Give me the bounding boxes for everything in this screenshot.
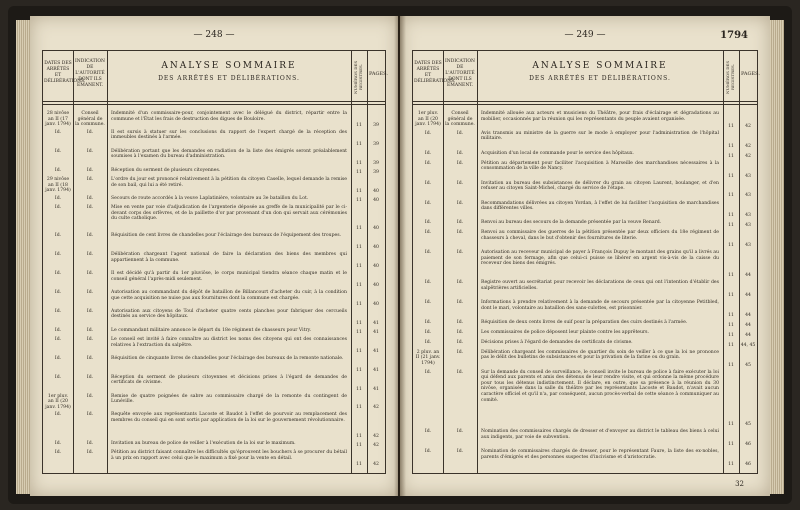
analysis-title: ANALYSE SOMMAIRE <box>161 61 297 71</box>
entry-analysis: Réquisition de cinquante livres de chandelles pour l'éclairage des bureaux de la remonte nationale. <box>111 355 344 361</box>
entry-date: Id. <box>424 299 432 305</box>
entry-register-number: 11 <box>728 342 734 348</box>
entry-authority: Id. <box>456 250 464 256</box>
entry-date: Id. <box>54 148 62 154</box>
entry-register-number: 11 <box>728 213 734 219</box>
entry-analysis: Avis transmis au ministre de la guerre sur le mode à employer pour l'administration de l'hôpital militaire. <box>481 130 719 142</box>
entry-analysis: Indemnité allouée aux acteurs et musiciens du Théâtre, pour frais d'éclairage et dégradations au mobilier, occasionnés par la réunion qui les représentants du peuple avaient organisée. <box>481 111 719 122</box>
entry-authority: Id. <box>86 176 94 182</box>
entry-page: 43 <box>745 193 751 199</box>
page-edges-right <box>770 20 784 494</box>
register-entry <box>413 300 757 320</box>
entry-analysis: Nomination des commissaires chargés de dresser et d'envoyer au district le tableau des biens à celui aux indigents, par voie de subvention. <box>481 429 719 440</box>
entry-authority: Id. <box>456 369 464 375</box>
entry-register-number: 11 <box>356 264 362 270</box>
entry-register-number: 11 <box>356 405 362 411</box>
entry-date: Id. <box>54 252 62 258</box>
entry-authority: Id. <box>456 349 464 355</box>
register-entry <box>43 149 385 168</box>
entry-authority: Id. <box>86 233 94 239</box>
entry-authority: Id. <box>456 339 464 345</box>
pages-column-header: PAGES. <box>369 71 388 77</box>
right-page <box>400 16 770 496</box>
entry-page: 44 <box>745 273 751 279</box>
entry-date: Id. <box>54 290 62 295</box>
left-page-number: — 248 — <box>193 30 235 40</box>
entry-register-number: 11 <box>728 422 734 428</box>
entry-register-number: 11 <box>356 443 362 449</box>
register-entry <box>43 309 385 328</box>
right-page-number: — 249 — <box>564 30 606 40</box>
entry-register-number: 11 <box>728 243 734 249</box>
entry-date: Id. <box>424 329 432 335</box>
register-entry <box>413 320 757 330</box>
entry-authority: Id. <box>86 129 94 135</box>
entry-page: 41 <box>373 367 379 373</box>
entry-analysis: Nomination de commissaires chargés de dresser, pour le représentant Faure, la liste des ex-nobles, parents d'émigrés et des personnes suspectes d'incivisme et d'aristocratie. <box>481 449 719 460</box>
register-entry <box>413 111 757 131</box>
entry-analysis: Délibération chargeant les commissaires de quartier du soin de veiller à ce que la loi ne prononce pas le délit des bulletins de subsistances et pour la privation de la farine ou du grain. <box>481 349 719 361</box>
entry-page: 46 <box>745 461 751 467</box>
entry-authority: Id. <box>86 290 94 295</box>
entry-authority: Id. <box>456 130 464 136</box>
entry-date: Id. <box>424 150 432 156</box>
entry-register-number: 11 <box>728 223 734 229</box>
entry-date: Id. <box>54 374 62 380</box>
entry-analysis: Réquisition de cent livres de chandelles pour l'éclairage des bureaux de l'équipement des troupes. <box>111 233 342 239</box>
entry-date: 29 nivôse an II (18 janv. 1794) <box>45 176 71 194</box>
register-entry <box>43 290 385 309</box>
entry-date: Id. <box>424 319 432 325</box>
entry-date: Id. <box>424 220 432 226</box>
header-rule <box>43 104 385 105</box>
register-entry <box>43 130 385 149</box>
register-entry <box>43 168 385 177</box>
entry-page: 39 <box>373 122 379 128</box>
entry-page: 39 <box>373 160 379 166</box>
entry-analysis: Registre ouvert au secrétariat pour recevoir les déclarations de ceux qui ont l'intention d'établir des salpêtrières artificielles. <box>481 280 719 291</box>
entry-authority: Id. <box>456 429 464 435</box>
entry-date: Id. <box>424 250 432 256</box>
entry-analysis: Remise de quatre poignées de sabre au commissaire chargé de la remonte du contingent de Lunéville. <box>111 393 347 405</box>
entry-date: Id. <box>424 200 432 206</box>
book-scan <box>8 6 792 504</box>
entry-authority: Id. <box>456 220 464 226</box>
dates-column-header: DATES DES ARRÊTÉS ET DÉLIBÉRATIONS. <box>414 61 456 84</box>
entry-analysis: Renvoi au bureau des secours de la demande présentée par la veuve Renard. <box>481 220 662 226</box>
entry-analysis: Mise en vente par voie d'adjudication de l'argenterie déposée au greffe de la municipalité par le ci-devant corps des orfèvres, et de la paillette d'or par provenant d'un don qui servait aux cérémonies du culte catholique. <box>111 205 347 222</box>
entry-register-number: 11 <box>356 282 362 288</box>
entry-register-number: 11 <box>728 143 734 149</box>
entry-date: Id. <box>54 440 62 446</box>
entry-register-number: 11 <box>356 226 362 232</box>
entry-analysis: Autorisation aux citoyens de Toul d'acheter quatre cents planches pour fabriquer des cercueils destinés au service des hôpitaux. <box>111 308 347 320</box>
register-entry <box>43 252 385 271</box>
entry-authority: Id. <box>456 449 464 455</box>
entry-date: Id. <box>424 160 432 166</box>
registers-column-header: NUMÉROS DES REGISTRES. <box>725 60 735 94</box>
register-entry <box>43 271 385 290</box>
register-entry <box>413 161 757 181</box>
entry-authority: Id. <box>86 327 94 333</box>
entry-register-number: 11 <box>356 330 362 336</box>
entry-register-number: 11 <box>356 348 362 354</box>
entry-authority: Id. <box>456 230 464 236</box>
register-entry <box>43 375 385 394</box>
register-entry <box>43 412 385 440</box>
entry-page: 40 <box>373 301 379 307</box>
entry-page: 41 <box>373 320 379 326</box>
entry-authority: Id. <box>86 271 94 277</box>
authority-column-header: INDICATION DE L'AUTORITÉ DONT ILS ÉMANENT. <box>75 59 105 88</box>
entry-page: 44 <box>745 292 751 298</box>
register-entry <box>413 330 757 340</box>
entry-page: 41 <box>373 386 379 392</box>
registers-column-header: NUMÉROS DES REGISTRES. <box>353 60 363 94</box>
register-entry <box>413 220 757 230</box>
entry-register-number: 11 <box>356 433 362 439</box>
entry-date: Id. <box>424 180 432 186</box>
entry-analysis: Sur la demande du conseil de surveillance, le conseil invite le bureau de police à faire exécuter la loi qui défend aux parents et amis des détenus de leur rendre visite, et qui ordonne la même procédure pour tous les détenus indistinctement. Il déclare, en outre, que sa présence à la réunion du 30 nivôse, organisée dans la salle du théâtre par les représentants Lacoste et Baudot, n'avait aucun caractère officiel et qu'il n'a, par conséquent, aucun procès-verbal de cette séance à communiquer au comité. <box>481 369 719 403</box>
entry-authority: Id. <box>86 440 94 446</box>
register-entry <box>413 151 757 161</box>
entry-register-number: 11 <box>728 332 734 338</box>
entry-date: Id. <box>54 271 62 277</box>
entry-date: Id. <box>54 412 62 418</box>
entry-analysis: Pétition au district faisant connaître les difficultés qu'éprouvent les bouchers à se procurer du bétail à un prix en rapport avec celui que le maximum a fixé pour la vente en détail. <box>111 450 347 461</box>
register-entry <box>413 280 757 300</box>
entry-date: Id. <box>424 280 432 286</box>
entry-page: 45 <box>745 422 751 428</box>
analysis-subtitle: DES ARRÊTÉS ET DÉLIBÉRATIONS. <box>529 75 671 82</box>
entry-authority: Id. <box>456 299 464 305</box>
entry-authority: Id. <box>86 308 94 314</box>
entry-page: 43 <box>745 223 751 229</box>
entry-authority: Id. <box>86 374 94 380</box>
analysis-title-block <box>477 61 723 82</box>
entry-authority: Id. <box>86 450 94 456</box>
entry-page: 40 <box>373 198 379 204</box>
entry-date: Id. <box>54 450 62 456</box>
entry-authority: Id. <box>456 200 464 206</box>
register-entry <box>413 131 757 151</box>
entry-page: 44 <box>745 322 751 328</box>
entry-authority: Id. <box>86 412 94 418</box>
entry-page: 45 <box>745 362 751 368</box>
left-page <box>30 16 398 496</box>
entry-page: 44, 45 <box>740 342 756 348</box>
right-page-header <box>400 30 770 46</box>
register-entry <box>43 233 385 252</box>
pages-column-header: PAGES. <box>741 71 760 77</box>
register-entry <box>413 250 757 280</box>
register-entry <box>43 450 385 469</box>
entry-analysis: Invitation au bureau des subsistances de délivrer du grain au citoyen Laurent, boulanger, et d'en refuser au citoyen Saint-Michel, chargé du service de l'étape. <box>481 180 719 192</box>
register-entry <box>43 111 385 130</box>
register-entry <box>413 230 757 250</box>
entry-date: Id. <box>54 355 62 361</box>
entry-page: 40 <box>373 282 379 288</box>
entry-authority: Id. <box>86 205 94 211</box>
entry-page: 43 <box>745 173 751 179</box>
entry-analysis: Informations à prendre relativement à la demande de secours présentée par la citoyenne Petitbled, dont le mari, volontaire au bataillon des sans-culottes, est prisonnier. <box>481 299 719 311</box>
entry-analysis: Réquisition de deux cents livres de suif pour la préparation des cuirs destinés à l'armée. <box>481 319 688 325</box>
entry-register-number: 11 <box>356 386 362 392</box>
entry-register-number: 11 <box>728 362 734 368</box>
entry-register-number: 11 <box>356 320 362 326</box>
register-entry <box>413 449 757 469</box>
entry-authority: Id. <box>456 180 464 186</box>
entry-date: Id. <box>424 339 432 345</box>
entry-analysis: Délibération chargeant l'agent national de faire la déclaration des biens des membres qui appartiennent à la commune. <box>111 252 347 263</box>
page-edges-left <box>16 20 30 494</box>
entry-register-number: 11 <box>728 123 734 129</box>
entry-authority: Id. <box>86 393 94 399</box>
entry-register-number: 11 <box>728 173 734 179</box>
entry-analysis: Requête envoyée aux représentants Lacoste et Baudot à l'effet de pourvoir au remplacement des membres du conseil qui en sont sortis par application de la loi sur le gouvernement révolutionnaire. <box>111 412 347 424</box>
entry-date: Id. <box>424 449 432 455</box>
entry-date: Id. <box>54 308 62 314</box>
entry-analysis: Recommandations délivrées au citoyen Yordan, à l'effet de lui faciliter l'acquisition de marchandises dans différentes villes. <box>481 200 719 212</box>
entry-analysis: Renvoi au commissaire des guerres de la pétition présentée par deux officiers du 18e régiment de chasseurs à cheval, dans le but d'obtenir des fournitures de literie. <box>481 230 719 241</box>
entry-date: Id. <box>54 205 62 211</box>
entry-page: 40 <box>373 245 379 251</box>
entry-page: 46 <box>745 442 751 448</box>
register-entry <box>413 370 757 430</box>
entry-authority: Id. <box>456 160 464 166</box>
dates-column-header: DATES DES ARRÊTÉS ET DÉLIBÉRATIONS. <box>44 61 86 84</box>
entry-page: 39 <box>373 169 379 175</box>
entry-register-number: 11 <box>356 141 362 147</box>
entry-authority: Id. <box>456 319 464 325</box>
entry-analysis: Secours de route accordés à la veuve Laplatinière, volontaire au 3e bataillon du Lot. <box>111 195 309 201</box>
entry-analysis: Il est décidé qu'à partir du 1er pluviôse, le corps municipal tiendra séance chaque matin et le conseil général l'après-midi seulement. <box>111 271 347 282</box>
entry-page: 42 <box>745 143 751 149</box>
entry-authority: Id. <box>86 195 94 201</box>
entry-authority: Conseil général de la commune. <box>445 111 475 128</box>
entry-register-number: 11 <box>728 193 734 199</box>
entry-date: Id. <box>54 167 62 173</box>
register-entry <box>43 177 385 196</box>
analysis-title: ANALYSE SOMMAIRE <box>532 61 668 71</box>
entry-authority: Id. <box>456 150 464 156</box>
entry-authority: Id. <box>86 148 94 154</box>
register-entry <box>43 441 385 450</box>
entry-authority: Id. <box>86 252 94 258</box>
entry-register-number: 11 <box>728 322 734 328</box>
entry-analysis: Décisions prises à l'égard de demandes de certificats de civisme. <box>481 339 633 345</box>
entry-page: 39 <box>373 141 379 147</box>
analysis-subtitle: DES ARRÊTÉS ET DÉLIBÉRATIONS. <box>158 75 300 82</box>
entry-register-number: 11 <box>356 301 362 307</box>
entry-date: Id. <box>424 130 432 136</box>
entry-date: Id. <box>54 337 62 343</box>
entry-analysis: Le commandant militaire annonce le départ du 18e régiment de chasseurs pour Vitry. <box>111 327 312 333</box>
entry-analysis: Autorisation au receveur municipal de payer à François Dupuy le montant des grains qu'il a livrés au paiement de son fermage, afin que celui-ci puisse se libérer en argent vis-à-vis de la caisse du receveur des biens des émigrés. <box>481 250 719 267</box>
entry-authority: Id. <box>456 280 464 286</box>
register-entry <box>413 340 757 350</box>
right-register-table <box>412 50 758 474</box>
entry-register-number: 11 <box>356 122 362 128</box>
entry-analysis: L'ordre du jour est prononcé relativement à la pétition du citoyen Caselle, lequel demande la remise de son bail, qui lui a été retiré. <box>111 176 347 188</box>
entry-page: 42 <box>373 443 379 449</box>
entry-register-number: 11 <box>356 245 362 251</box>
left-register-table <box>42 50 386 474</box>
entry-authority: Id. <box>86 167 94 173</box>
entry-authority: Conseil général de la commune. <box>75 111 105 128</box>
entry-authority: Id. <box>86 355 94 361</box>
register-entry <box>413 201 757 221</box>
book-gutter <box>394 16 406 496</box>
analysis-title-block <box>107 61 351 82</box>
entry-analysis: Réception du serment de plusieurs citoyennes et décisions prises à l'égard de demandes de certificats de civisme. <box>111 374 347 386</box>
entry-register-number: 11 <box>728 153 734 159</box>
entry-register-number: 11 <box>728 292 734 298</box>
entry-analysis: Acquisition d'un local de commande pour le service des hôpitaux. <box>481 150 634 156</box>
entry-page: 43 <box>745 243 751 249</box>
entry-register-number: 11 <box>356 160 362 166</box>
entry-register-number: 11 <box>728 442 734 448</box>
entry-page: 41 <box>373 330 379 336</box>
signature-mark: 32 <box>735 480 744 488</box>
register-entry <box>43 196 385 205</box>
entry-date: Id. <box>424 230 432 236</box>
entry-page: 42 <box>745 123 751 129</box>
entry-authority: Id. <box>456 329 464 335</box>
entry-register-number: 11 <box>356 198 362 204</box>
entry-register-number: 11 <box>728 461 734 467</box>
entry-analysis: Pétition au département pour faciliter l'acquisition à Marseille des marchandises nécessaires à la consommation de la ville de Nancy. <box>481 160 719 172</box>
entry-date: Id. <box>54 195 62 201</box>
register-entry <box>413 350 757 370</box>
entry-register-number: 11 <box>356 169 362 175</box>
entry-register-number: 11 <box>356 188 362 194</box>
right-page-year: 1794 <box>720 30 748 41</box>
entry-page: 42 <box>373 461 379 467</box>
left-page-header <box>30 30 398 46</box>
entry-register-number: 11 <box>356 461 362 467</box>
entry-page: 44 <box>745 332 751 338</box>
header-rule <box>43 101 385 102</box>
entry-analysis: Le conseil est invité à faire connaître au district les noms des citoyens qui ont des connaissances relatives à l'extraction du salpêtre. <box>111 337 347 348</box>
entry-page: 40 <box>373 264 379 270</box>
entry-date: 2 pluv. an II (21 janv. 1794) <box>415 349 441 366</box>
entry-page: 41 <box>373 348 379 354</box>
entry-analysis: Délibération portant que les demandes en radiation de la liste des émigrés seront préalablement soumises à l'examen du bureau d'administration. <box>111 148 347 160</box>
entry-analysis: Il est sursis à statuer sur les conclusions du rapport de l'expert chargé de la réception des immeubles destinés à l'armée. <box>111 129 347 141</box>
entry-register-number: 11 <box>728 273 734 279</box>
entry-analysis: Indemnité d'un commissaire-pour, conjointement avec le délégué du district, répartir entre la commune et l'État les frais de destruction des digues de Bouloire. <box>111 111 347 122</box>
entry-date: Id. <box>424 369 432 375</box>
register-entry <box>43 328 385 337</box>
entry-analysis: Les commissaires de police déposent leur plainte contre les apprêteurs. <box>481 329 649 335</box>
entry-analysis: Invitation au bureau de police de veiller à l'exécution de la loi sur le maximum. <box>111 440 296 446</box>
entry-analysis: Autorisation au commandant du dépôt de bataillon de Billancourt d'acheter du cuir, à la condition que cette acquisition ne nuise pas aux fournitures dont la commune est chargée. <box>111 290 347 301</box>
entry-page: 43 <box>745 213 751 219</box>
register-entry <box>413 181 757 201</box>
entry-date: 1er pluv. an II (20 janv. 1794) <box>45 393 71 410</box>
entry-page: 40 <box>373 226 379 232</box>
header-rule <box>413 104 757 105</box>
entry-date: Id. <box>54 129 62 135</box>
register-entry <box>43 356 385 375</box>
entry-date: Id. <box>54 327 62 333</box>
entry-date: Id. <box>424 429 432 435</box>
entry-page: 42 <box>745 153 751 159</box>
entry-date: Id. <box>54 233 62 239</box>
entry-page: 42 <box>373 433 379 439</box>
entry-register-number: 11 <box>356 367 362 373</box>
register-entry <box>43 205 385 233</box>
entry-date: 28 nivôse an II (17 janv. 1794) <box>45 111 71 128</box>
header-rule <box>413 101 757 102</box>
entry-register-number: 11 <box>728 312 734 318</box>
entry-page: 44 <box>745 312 751 318</box>
authority-column-header: INDICATION DE L'AUTORITÉ DONT ILS ÉMANENT. <box>445 59 475 88</box>
entry-page: 42 <box>373 405 379 411</box>
entry-page: 40 <box>373 188 379 194</box>
register-entry <box>43 337 385 356</box>
register-entry <box>43 394 385 413</box>
register-entry <box>413 429 757 449</box>
entry-date: 1er pluv. an II (20 janv. 1794) <box>415 111 441 128</box>
entry-analysis: Réception du serment de plusieurs citoyennes. <box>111 167 221 173</box>
entry-authority: Id. <box>86 337 94 343</box>
